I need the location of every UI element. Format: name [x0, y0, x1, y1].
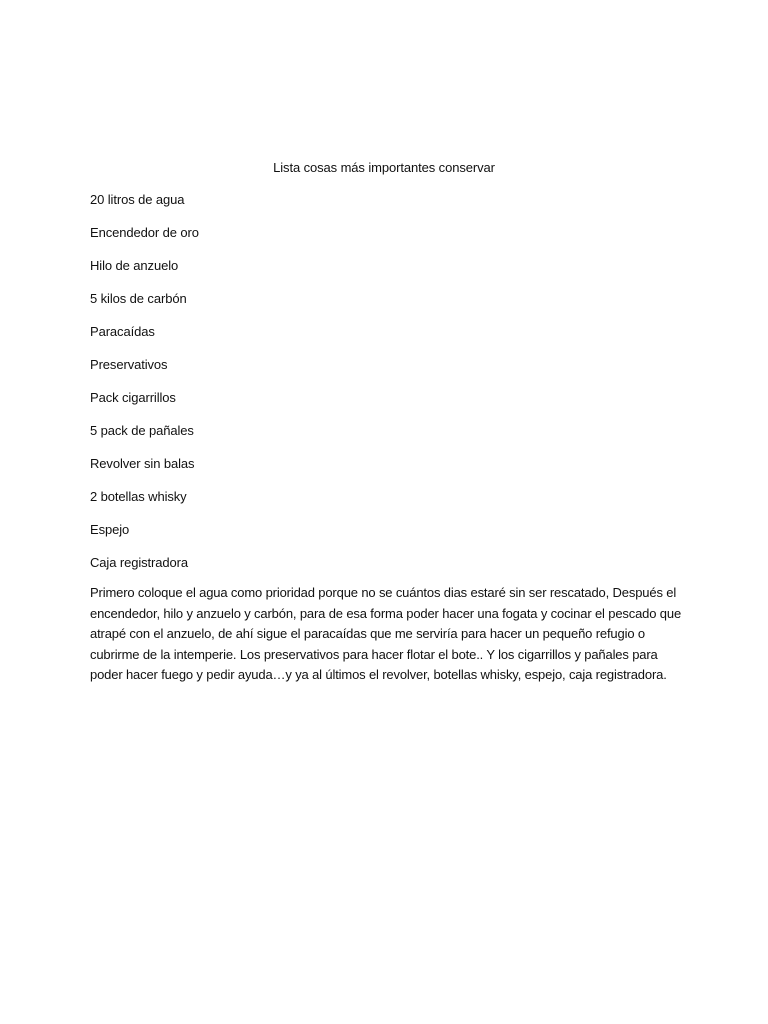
list-item-9: Revolver sin balas	[90, 456, 195, 471]
list-item-2: Encendedor de oro	[90, 225, 199, 240]
list-item-3: Hilo de anzuelo	[90, 258, 179, 273]
list-item-1: 20 litros de agua	[90, 192, 185, 207]
list-item-10: 2 botellas whisky	[90, 489, 187, 504]
list-item-12: Caja registradora	[90, 555, 189, 570]
list-item-11: Espejo	[90, 522, 130, 537]
list-item-8: 5 pack de pañales	[90, 423, 194, 438]
list-item-4: 5 kilos de carbón	[90, 291, 187, 306]
document-title: Lista cosas más importantes conservar	[273, 160, 495, 175]
list-item-5: Paracaídas	[90, 324, 155, 339]
explanation-paragraph: Primero coloque el agua como prioridad porque no se cuántos dias estaré sin ser rescatado, Después el encendedor, hilo y anzuelo y carbón, para de esa forma poder hacer una fogata y cocinar el pescado que atrapé con el anzuelo, de ahí sigue el paracaídas que me serviría para hacer un pequeño refugio o cubrirme de la intemperie. Los preservativos para hacer flotar el bote.. Y los cigarrillos y pañales para poder hacer fuego y pedir ayuda…y ya al últimos el revolver, botellas whisky, espejo, caja registradora.	[90, 585, 682, 682]
item-list	[90, 189, 199, 585]
list-item-6: Preservativos	[90, 357, 168, 372]
list-item-7: Pack cigarrillos	[90, 390, 176, 405]
